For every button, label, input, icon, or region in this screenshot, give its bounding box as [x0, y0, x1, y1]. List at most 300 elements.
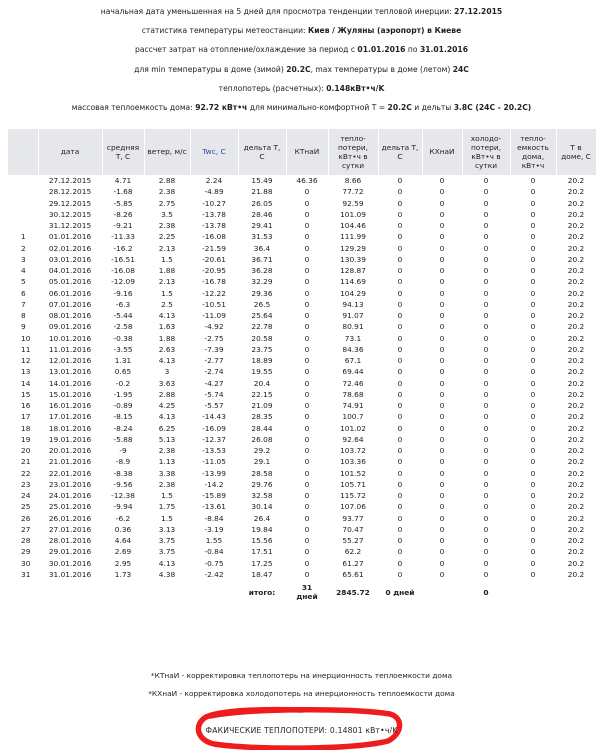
table-cell: -16.78: [202, 277, 226, 287]
table-cell: 0: [439, 311, 445, 320]
table-cell: 91.07: [342, 311, 364, 320]
period-line: рассчет затрат на отопление/охлаждение за период с 01.01.2016 по 31.01.2016: [135, 45, 468, 55]
table-cell: 1.31: [114, 356, 132, 365]
table-cell: 0: [483, 277, 489, 287]
table-cell: 0: [483, 356, 489, 365]
table-cell: 65.61: [342, 569, 364, 579]
table-cell: 0: [483, 412, 489, 422]
table-cell: 0: [483, 311, 489, 320]
table-cell: 0: [483, 446, 489, 455]
table-cell: 19: [21, 434, 31, 444]
table-cell: 29.01.2016: [48, 547, 92, 557]
table-cell: 0: [483, 198, 489, 208]
table-cell: 0: [530, 187, 536, 197]
table-cell: 0: [530, 389, 536, 399]
table-cell: 0: [397, 569, 403, 579]
table-cell: 0: [397, 243, 403, 253]
table-cell: 2.63: [158, 344, 176, 354]
table-cell: 27: [21, 524, 31, 534]
table-cell: 0: [483, 243, 489, 253]
table-cell: 0: [304, 434, 310, 444]
col-twc-header: Twc, C: [190, 129, 238, 175]
table-cell: 1: [21, 232, 26, 242]
table-cell: 3.75: [158, 547, 176, 557]
table-cell: 0: [439, 367, 445, 377]
table-cell: 46.36: [296, 176, 318, 185]
table-row: [8, 265, 596, 276]
table-cell: 20: [21, 446, 31, 455]
table-cell: 20.2: [567, 446, 585, 455]
table-cell: 104.29: [340, 288, 366, 298]
table-cell: 0: [439, 187, 445, 197]
table-cell: 0: [483, 479, 489, 489]
table-cell: 21.09: [251, 401, 273, 410]
table-cell: 5: [21, 277, 26, 287]
table-row: [8, 569, 596, 580]
table-cell: 0: [483, 378, 489, 388]
table-cell: 0: [397, 401, 403, 410]
table-cell: 36.4: [253, 243, 271, 253]
table-cell: 08.01.2016: [48, 311, 92, 320]
table-cell: 0: [397, 322, 403, 332]
table-cell: -16.09: [202, 423, 226, 433]
table-cell: 114.69: [340, 277, 366, 287]
table-cell: 0: [483, 536, 489, 545]
table-cell: 0: [530, 378, 536, 388]
table-cell: 0: [304, 344, 310, 354]
table-cell: 20.2: [567, 378, 585, 388]
table-cell: 0: [530, 243, 536, 253]
table-cell: 1.63: [158, 322, 176, 332]
table-cell: 29.12.2015: [48, 198, 92, 208]
table-cell: 0: [530, 558, 536, 568]
table-cell: 0: [530, 468, 536, 478]
table-cell: 0: [439, 569, 445, 579]
table-cell: 24.01.2016: [48, 491, 92, 500]
table-cell: 0: [483, 288, 489, 298]
table-cell: 101.02: [340, 423, 366, 433]
table-cell: 0: [439, 524, 445, 534]
table-cell: -0.89: [113, 401, 133, 410]
table-cell: 20.2: [567, 502, 585, 512]
actual-heat-loss-value: 0.14801 кВт•ч/K: [329, 726, 398, 735]
table-cell: 30.12.2015: [48, 209, 92, 219]
note-kxnai: *КХнаИ - корректировка холодопотерь на инерционность теплоемкости дома: [148, 689, 455, 698]
note-ktnai: *КТнаИ - корректировка теплопотерь на инерционность теплоемкости дома: [150, 671, 453, 680]
table-row: [8, 209, 596, 220]
table-cell: 26: [21, 513, 31, 523]
col-kxnai-header: КХнаИ: [422, 129, 462, 175]
station-line: статистика температуры метеостанции: Киев / Жуляны (аэропорт) в Киеве: [141, 26, 462, 36]
table-cell: 22.78: [251, 322, 273, 332]
table-cell: 0: [397, 378, 403, 388]
table-cell: 30.01.2016: [48, 558, 92, 568]
table-cell: 32.58: [251, 491, 273, 500]
table-cell: 17.25: [251, 558, 273, 568]
table-cell: 20.2: [567, 468, 585, 478]
table-cell: 11.01.2016: [48, 344, 92, 354]
table-cell: 0: [439, 457, 445, 467]
table-row: [8, 389, 596, 400]
table-cell: 0: [439, 412, 445, 422]
total-days: 31 дней: [296, 583, 318, 601]
table-cell: 4.13: [158, 558, 176, 568]
table-cell: 0: [483, 457, 489, 467]
table-row: [8, 366, 596, 377]
table-cell: 22: [21, 468, 31, 478]
table-cell: 29.1: [253, 457, 271, 467]
table-cell: 0: [483, 176, 489, 185]
col-cold-loss-header: холодо-потери, кВт•ч в сутки: [462, 129, 510, 175]
table-cell: 0: [397, 187, 403, 197]
table-cell: 0: [483, 502, 489, 512]
table-cell: 0: [304, 479, 310, 489]
table-cell: -8.38: [113, 468, 133, 478]
table-cell: 0: [304, 209, 310, 219]
table-cell: 4: [21, 266, 26, 275]
table-cell: 15: [21, 389, 31, 399]
table-cell: 03.01.2016: [48, 254, 92, 264]
table-cell: 0: [397, 434, 403, 444]
table-cell: 20.2: [567, 412, 585, 422]
table-cell: 19.84: [251, 524, 273, 534]
table-cell: -4.27: [204, 378, 224, 388]
table-cell: -6.2: [115, 513, 131, 523]
table-cell: 0: [439, 254, 445, 264]
table-cell: -9.56: [113, 479, 133, 489]
table-cell: 101.09: [340, 209, 366, 219]
table-row: [8, 479, 596, 490]
table-cell: 20.2: [567, 558, 585, 568]
table-cell: 0: [483, 344, 489, 354]
table-cell: 0: [304, 412, 310, 422]
table-cell: 10.01.2016: [48, 333, 92, 343]
table-cell: 0: [304, 524, 310, 534]
table-cell: 13: [21, 367, 31, 377]
table-cell: 103.36: [340, 457, 366, 467]
table-cell: 1.55: [205, 536, 223, 545]
table-row: [8, 231, 596, 242]
table-cell: 20.2: [567, 547, 585, 557]
table-cell: 0: [397, 356, 403, 365]
table-cell: 23: [21, 479, 31, 489]
table-cell: 0: [530, 221, 536, 230]
table-cell: 0: [530, 412, 536, 422]
table-cell: 07.01.2016: [48, 299, 92, 309]
table-cell: 31.12.2015: [48, 221, 92, 230]
table-cell: [8, 220, 38, 231]
table-cell: 0: [439, 288, 445, 298]
table-row: [8, 254, 596, 265]
table-cell: 14.01.2016: [48, 378, 92, 388]
table-cell: 20.2: [567, 254, 585, 264]
table-cell: 04.01.2016: [48, 266, 92, 275]
table-cell: -12.22: [202, 288, 226, 298]
table-cell: 0: [483, 209, 489, 219]
table-cell: 26.4: [253, 513, 271, 523]
table-cell: -2.42: [204, 569, 224, 579]
table-row: [8, 378, 596, 389]
table-cell: 72.46: [342, 378, 364, 388]
table-cell: 20.2: [567, 479, 585, 489]
table-cell: 20.2: [567, 569, 585, 579]
table-cell: 67.1: [344, 356, 362, 365]
table-cell: 1.5: [161, 513, 173, 523]
table-cell: 2.13: [158, 277, 176, 287]
table-cell: 27.12.2015: [48, 176, 92, 185]
table-cell: -2.58: [113, 322, 133, 332]
table-cell: 1.75: [158, 502, 176, 512]
table-cell: 4.25: [158, 401, 176, 410]
actual-heat-loss: [0, 726, 603, 735]
table-cell: 6: [21, 288, 26, 298]
table-cell: 3.13: [158, 524, 176, 534]
table-cell: 0: [483, 434, 489, 444]
table-cell: -7.39: [204, 344, 224, 354]
table-cell: 26.5: [253, 299, 271, 309]
table-cell: 0: [530, 333, 536, 343]
table-cell: 0: [483, 423, 489, 433]
table-cell: 0: [397, 412, 403, 422]
table-cell: 0: [483, 266, 489, 275]
table-cell: 0: [304, 569, 310, 579]
heat-loss-line: теплопотерь (расчетных): 0.148кВт•ч/K: [218, 83, 385, 93]
table-cell: -13.61: [202, 502, 226, 512]
table-cell: 22.01.2016: [48, 468, 92, 478]
table-cell: 0: [439, 479, 445, 489]
table-cell: 0: [304, 198, 310, 208]
table-cell: 0: [304, 322, 310, 332]
total-row: [8, 580, 596, 604]
table-cell: 26.05: [251, 198, 273, 208]
summary-header: [0, 0, 603, 117]
table-body: [8, 175, 596, 580]
table-cell: -16.2: [113, 243, 133, 253]
table-cell: 01.01.2016: [48, 232, 92, 242]
table-cell: -2.77: [204, 356, 224, 365]
table-cell: 20.2: [567, 367, 585, 377]
table-cell: 30.14: [251, 502, 273, 512]
table-cell: -14.43: [202, 412, 226, 422]
table-cell: 69.44: [342, 367, 364, 377]
table-cell: 2.13: [158, 243, 176, 253]
table-cell: 104.46: [340, 221, 366, 230]
table-row: [8, 288, 596, 299]
table-cell: 0: [530, 446, 536, 455]
table-cell: 20.2: [567, 266, 585, 275]
table-row: [8, 355, 596, 366]
table-cell: 0: [439, 198, 445, 208]
table-cell: 17.51: [251, 547, 273, 557]
table-cell: -3.19: [204, 524, 224, 534]
table-cell: 94.13: [342, 299, 364, 309]
table-cell: 19.55: [251, 367, 273, 377]
table-cell: 107.06: [340, 502, 366, 512]
table-cell: 0: [439, 176, 445, 185]
table-cell: 31.53: [251, 232, 273, 242]
table-cell: 0: [439, 232, 445, 242]
table-cell: 20.2: [567, 232, 585, 242]
table-cell: 77.72: [342, 187, 364, 197]
table-cell: 0: [483, 254, 489, 264]
table-cell: 20.2: [567, 176, 585, 185]
table-cell: -10.27: [202, 198, 226, 208]
table-cell: 0: [397, 176, 403, 185]
table-cell: -6.3: [115, 299, 131, 309]
table-cell: 0: [304, 446, 310, 455]
table-row: [8, 546, 596, 557]
table-cell: 103.72: [340, 446, 366, 455]
table-cell: 28.44: [251, 423, 273, 433]
table-cell: 0: [397, 254, 403, 264]
table-cell: 0: [530, 423, 536, 433]
table-cell: -9.16: [113, 288, 133, 298]
table-cell: 0: [304, 221, 310, 230]
table-cell: 28.12.2015: [48, 187, 92, 197]
table-cell: 2: [21, 243, 26, 253]
table-row: [8, 321, 596, 332]
table-cell: 0: [530, 288, 536, 298]
table-cell: 16: [21, 401, 31, 410]
table-cell: -15.89: [202, 491, 226, 500]
table-cell: 0: [530, 513, 536, 523]
table-cell: 05.01.2016: [48, 277, 92, 287]
table-cell: 0: [530, 547, 536, 557]
table-cell: -12.38: [111, 491, 135, 500]
table-cell: 4.13: [158, 311, 176, 320]
table-cell: -8.15: [113, 412, 133, 422]
table-cell: 0: [439, 547, 445, 557]
table-cell: 0: [304, 299, 310, 309]
table-row: [8, 411, 596, 422]
table-cell: 0.65: [114, 367, 132, 377]
table-cell: -12.37: [202, 434, 226, 444]
table-cell: 20.2: [567, 401, 585, 410]
table-cell: 80.91: [342, 322, 364, 332]
table-cell: 0: [483, 401, 489, 410]
col-date-header: дата: [38, 129, 102, 175]
table-cell: 0: [439, 536, 445, 545]
table-cell: 0: [397, 198, 403, 208]
table-cell: 5.13: [158, 434, 176, 444]
table-cell: 0: [530, 299, 536, 309]
table-cell: -5.44: [113, 311, 133, 320]
table-cell: 2.38: [158, 479, 176, 489]
table-cell: 20.2: [567, 389, 585, 399]
table-cell: 20.2: [567, 322, 585, 332]
table-cell: 0: [530, 254, 536, 264]
table-cell: -14.2: [204, 479, 224, 489]
table-cell: 8.66: [344, 176, 362, 185]
table-cell: 70.47: [342, 524, 364, 534]
table-cell: 28: [21, 536, 31, 545]
table-cell: 14: [21, 378, 31, 388]
table-cell: 0: [397, 457, 403, 467]
table-cell: 0: [439, 513, 445, 523]
table-cell: 0: [304, 547, 310, 557]
table-cell: 0: [483, 367, 489, 377]
table-cell: 0: [439, 209, 445, 219]
table-cell: 16.01.2016: [48, 401, 92, 410]
table-cell: 0: [483, 558, 489, 568]
table-cell: -20.61: [202, 254, 226, 264]
table-cell: 0: [304, 389, 310, 399]
table-cell: 24: [21, 491, 31, 500]
table-cell: 17: [21, 412, 31, 422]
table-cell: 0: [530, 344, 536, 354]
table-cell: 21: [21, 457, 31, 467]
table-cell: -21.59: [202, 243, 226, 253]
table-cell: -0.2: [115, 378, 131, 388]
table-cell: -0.84: [204, 547, 224, 557]
table-cell: 0: [304, 513, 310, 523]
table-cell: -9.21: [113, 221, 133, 230]
table-cell: 0: [397, 266, 403, 275]
table-cell: 130.39: [340, 254, 366, 264]
table-row: [8, 333, 596, 344]
table-cell: 0: [530, 311, 536, 320]
table-cell: 0: [439, 344, 445, 354]
table-cell: 2.95: [114, 558, 132, 568]
table-cell: 0: [304, 558, 310, 568]
table-cell: 0.36: [114, 524, 132, 534]
table-cell: [8, 175, 38, 186]
table-cell: -1.95: [113, 389, 133, 399]
table-cell: -0.38: [113, 333, 133, 343]
mass-capacity-line: массовая теплоемкость дома: 92.72 кВт•ч для минимально-комфортной T = 20.2C и дельты 3.8C (24C - 20.2C): [71, 102, 532, 112]
table-cell: 0: [304, 266, 310, 275]
table-cell: 0: [530, 401, 536, 410]
table-cell: 0: [483, 187, 489, 197]
table-cell: 129.29: [340, 243, 366, 253]
table-cell: 2.75: [158, 198, 176, 208]
table-cell: 18: [21, 423, 31, 433]
table-cell: 23.01.2016: [48, 479, 92, 489]
table-cell: 101.52: [340, 468, 366, 478]
table-cell: 0: [439, 446, 445, 455]
table-cell: 2.38: [158, 446, 176, 455]
table-row: [8, 524, 596, 535]
table-cell: -5.88: [113, 434, 133, 444]
table-cell: 1.5: [161, 288, 173, 298]
table-cell: 09.01.2016: [48, 322, 92, 332]
table-cell: 0: [439, 221, 445, 230]
table-cell: 73.1: [344, 333, 362, 343]
table-cell: 1.88: [158, 333, 176, 343]
table-row: [8, 501, 596, 512]
col-avg-temp-header: средняя T, C: [102, 129, 144, 175]
table-cell: 1.5: [161, 254, 173, 264]
table-cell: 20.2: [567, 311, 585, 320]
table-cell: 2.24: [205, 176, 223, 185]
table-cell: -20.95: [202, 266, 226, 275]
table-cell: 4.13: [158, 356, 176, 365]
table-cell: 20.2: [567, 243, 585, 253]
table-row: [8, 310, 596, 321]
table-cell: 0: [304, 333, 310, 343]
table-cell: 20.2: [567, 187, 585, 197]
table-cell: 55.27: [342, 536, 364, 545]
col-indoor-temp-header: T в доме, C: [556, 129, 596, 175]
table-cell: 0: [483, 513, 489, 523]
table-cell: 26.01.2016: [48, 513, 92, 523]
table-cell: 84.36: [342, 344, 364, 354]
table-cell: -8.26: [113, 209, 133, 219]
table-cell: 0: [439, 378, 445, 388]
table-cell: 2.38: [158, 187, 176, 197]
table-cell: 0: [439, 389, 445, 399]
table-cell: 0: [483, 468, 489, 478]
